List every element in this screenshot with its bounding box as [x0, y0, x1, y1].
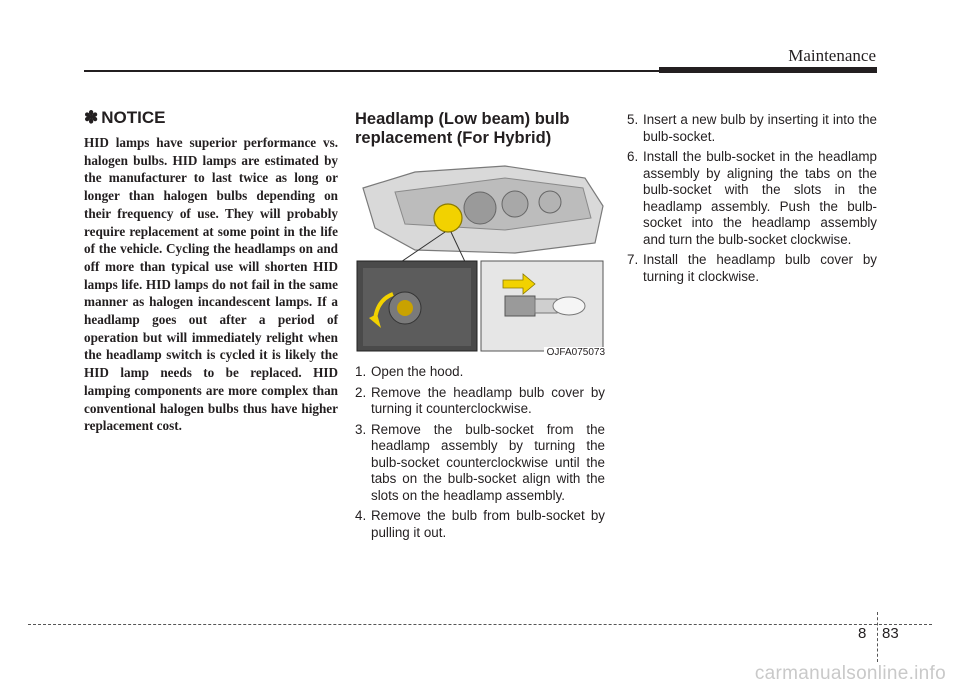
list-item: 1. Open the hood.: [355, 364, 464, 379]
steps-list-part1: [355, 364, 605, 541]
list-item: 5. Insert a new bulb by inserting it into the bulb-socket.: [627, 112, 877, 144]
watermark: carmanualsonline.info: [754, 663, 946, 684]
list-item: 6. Install the bulb-socket in the headlamp assembly by aligning the tabs on the bulb-socket with the slots in the headlamp assembly. Push the bulb-socket into the headlamp assembly and turn the bulb-socket clockwise.: [627, 149, 877, 247]
header-rule-accent: [659, 67, 877, 73]
header-rule: [84, 70, 661, 72]
procedure-column-right: [627, 112, 877, 289]
chapter-number: 8: [858, 625, 867, 642]
figure-code: OJFA075073: [544, 347, 605, 358]
procedure-column-left: [355, 110, 605, 545]
notice-body: HID lamps have superior performance vs. halogen bulbs. HID lamps are estimated by the manufacturer to last twice as long or longer than halogen bulbs depending on their frequency of use. They will probably require replacement at some point in the life of the vehicle. Cycling the headlamps on and off more than typical use will shorten HID lamps life. HID lamps do not fail in the same manner as halogen incandescent lamps. If a headlamp goes out after a period of operation but will immediately relight when the headlamp switch is cycled it is likely the HID lamp needs to be replaced. HID lamping components are more complex than conventional halogen bulbs thus have higher replacement cost.: [84, 135, 338, 434]
footer-divider: [877, 612, 878, 662]
steps-list-part2: [627, 112, 877, 285]
headlamp-figure: [355, 158, 605, 358]
list-item: 2. Remove the headlamp bulb cover by turning it counterclockwise.: [355, 384, 605, 416]
footer-rule: [28, 624, 932, 625]
headlamp-illustration: [355, 158, 605, 358]
notice-title: NOTICE: [101, 108, 166, 127]
list-item: 3. Remove the bulb-socket from the headlamp assembly by turning the bulb-socket counterclockwise until the tabs on the bulb-socket align with the slots on the headlamp assembly.: [355, 421, 605, 503]
bulb-cover-highlight: [434, 204, 462, 232]
page-number: 83: [882, 625, 899, 642]
list-item: 4. Remove the bulb from bulb-socket by pulling it out.: [355, 508, 605, 540]
asterisk-icon: ✽: [84, 108, 99, 127]
procedure-title: Headlamp (Low beam) bulb replacement (For Hybrid): [355, 110, 570, 147]
section-header: Maintenance: [788, 46, 876, 65]
notice-heading: [84, 108, 338, 128]
list-item: 7. Install the headlamp bulb cover by turning it clockwise.: [627, 252, 877, 284]
notice-box: [84, 108, 338, 435]
